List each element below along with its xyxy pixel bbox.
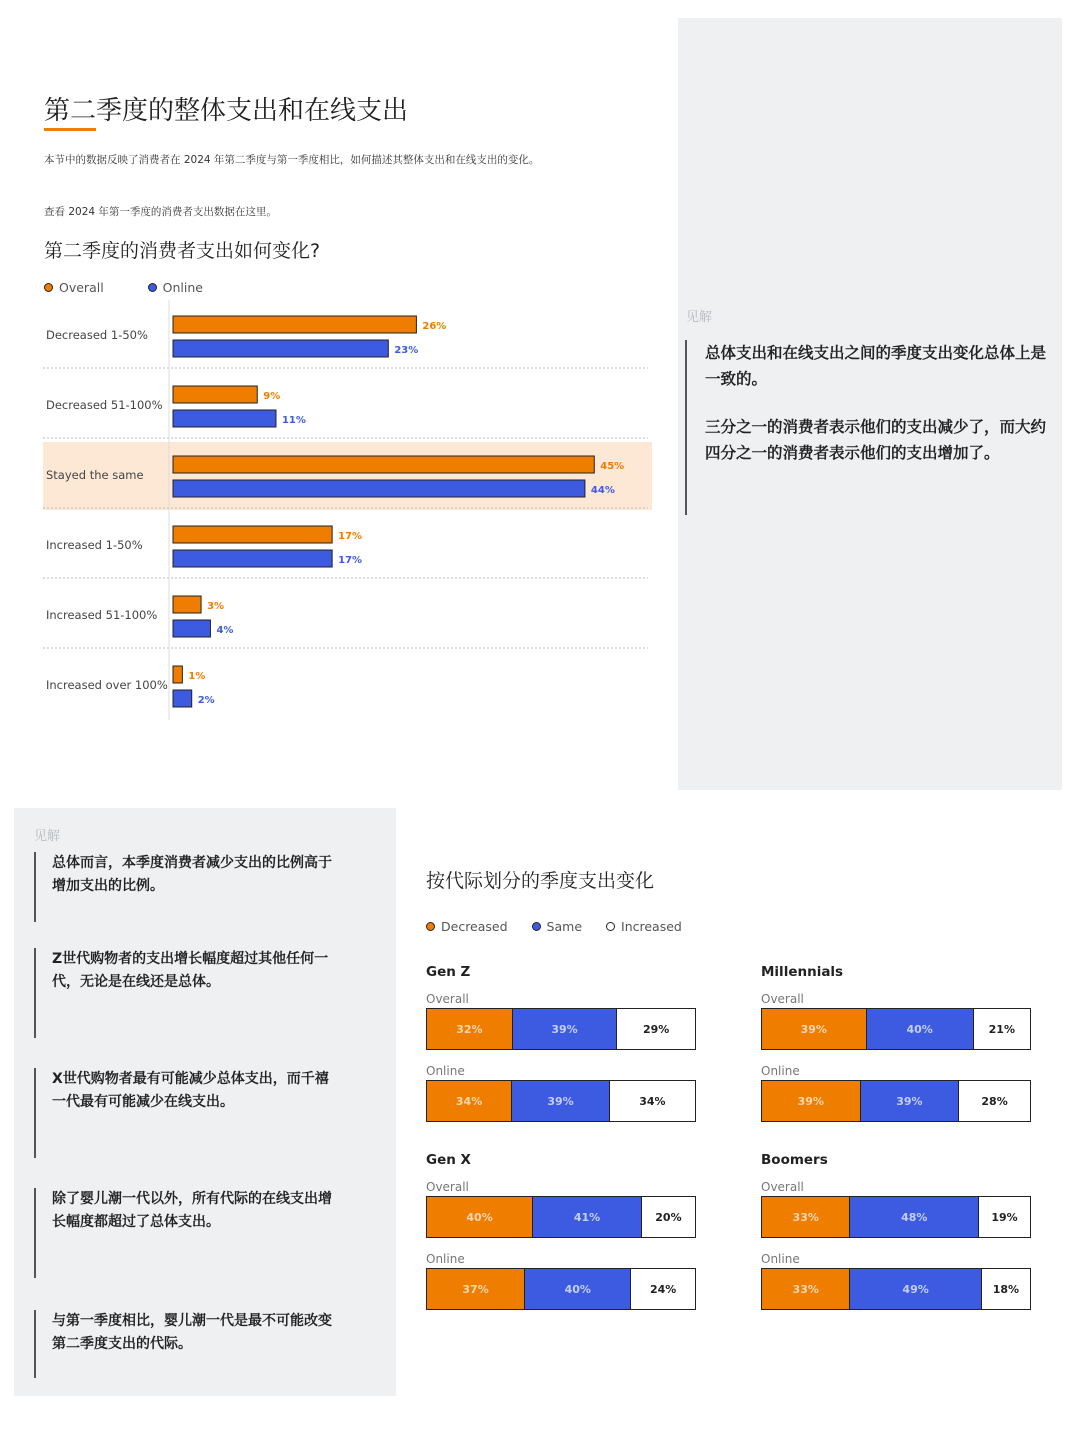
legend-label-decreased: Decreased — [441, 919, 508, 934]
intro-text: 本节中的数据反映了消费者在 2024 年第二季度与第一季度相比，如何描述其整体支出和在线支出的变化。 — [44, 154, 540, 166]
insight-item — [34, 1188, 334, 1278]
segment-same: 39% — [512, 1081, 610, 1121]
generation-name: Boomers — [761, 1152, 828, 1168]
bar-online — [173, 550, 332, 567]
data-label-online: 4% — [216, 625, 234, 636]
bar-overall — [173, 386, 257, 403]
segment-same: 39% — [513, 1009, 618, 1049]
segment-increased: 28% — [959, 1081, 1030, 1121]
legend-dot-decreased — [426, 922, 435, 931]
legend-dot-online — [148, 283, 157, 292]
category-label: Increased 1-50% — [46, 538, 143, 552]
data-label-online: 17% — [338, 555, 363, 566]
page-title: 第二季度的整体支出和在线支出 — [44, 96, 409, 126]
insight-box-top — [685, 340, 1055, 515]
row-label: Overall — [761, 992, 804, 1006]
legend-item-same — [532, 919, 582, 934]
stacked-bar — [426, 1196, 696, 1238]
data-label-online: 23% — [394, 345, 419, 356]
insight-item-text: 除了婴儿潮一代以外，所有代际的在线支出增长幅度都超过了总体支出。 — [52, 1191, 332, 1230]
row-label: Online — [761, 1252, 800, 1266]
segment-increased: 24% — [631, 1269, 695, 1309]
segment-same: 40% — [867, 1009, 974, 1049]
row-label: Online — [426, 1064, 465, 1078]
legend-label-increased: Increased — [621, 919, 682, 934]
category-label: Decreased 1-50% — [46, 328, 148, 342]
bar-online — [173, 690, 192, 707]
segment-decreased: 32% — [427, 1009, 513, 1049]
row-label: Overall — [761, 1180, 804, 1194]
legend-label-online: Online — [162, 280, 203, 295]
insight-item-text: Z世代购物者的支出增长幅度超过其他任何一代，无论是在线还是总体。 — [52, 951, 329, 990]
bar-online — [173, 410, 276, 427]
insight-item — [34, 852, 334, 922]
segment-decreased: 40% — [427, 1197, 533, 1237]
segment-decreased: 39% — [762, 1081, 861, 1121]
legend-dot-same — [532, 922, 541, 931]
chart-legend-generation — [426, 919, 706, 934]
data-label-online: 44% — [590, 485, 615, 496]
legend-item-online — [148, 280, 203, 295]
insight-label-bottom: 见解 — [34, 829, 61, 844]
segment-decreased: 39% — [762, 1009, 867, 1049]
insight-item-text: X世代购物者最有可能减少总体支出，而千禧一代最有可能减少在线支出。 — [52, 1071, 329, 1110]
segment-increased: 21% — [974, 1009, 1030, 1049]
bar-overall — [173, 526, 332, 543]
segment-increased: 34% — [610, 1081, 695, 1121]
segment-same: 41% — [533, 1197, 642, 1237]
insight-item-text: 与第一季度相比，婴儿潮一代是最不可能改变第二季度支出的代际。 — [52, 1313, 332, 1352]
generation-name: Millennials — [761, 964, 844, 980]
bar-online — [173, 480, 585, 497]
data-label-overall: 9% — [263, 391, 281, 402]
legend-label-overall: Overall — [59, 280, 104, 295]
q1-data-link[interactable]: 查看 2024 年第一季度的消费者支出数据在这里。 — [44, 206, 277, 218]
insight-label-top: 见解 — [686, 310, 713, 325]
insight-item — [34, 1310, 334, 1378]
segment-increased: 18% — [982, 1269, 1030, 1309]
title-underline — [44, 128, 96, 131]
legend-dot-overall — [44, 283, 53, 292]
chart-title-spending-change: 第二季度的消费者支出如何变化? — [44, 240, 321, 262]
bar-online — [173, 620, 210, 637]
stacked-bar — [426, 1008, 696, 1050]
insight-item — [34, 1068, 334, 1158]
data-label-overall: 45% — [600, 461, 625, 472]
data-label-overall: 17% — [338, 531, 363, 542]
segment-same: 40% — [525, 1269, 631, 1309]
category-label: Decreased 51-100% — [46, 398, 163, 412]
segment-increased: 29% — [617, 1009, 695, 1049]
legend-dot-increased — [606, 922, 615, 931]
bar-online — [173, 340, 388, 357]
stacked-bar — [761, 1080, 1031, 1122]
segment-same: 49% — [850, 1269, 981, 1309]
data-label-online: 2% — [197, 695, 215, 706]
row-label: Online — [426, 1252, 465, 1266]
stacked-bar — [426, 1080, 696, 1122]
stacked-bar — [761, 1268, 1031, 1310]
bar-overall — [173, 666, 182, 683]
data-label-overall: 3% — [207, 601, 225, 612]
segment-increased: 20% — [642, 1197, 695, 1237]
chart-legend-spending — [44, 280, 247, 295]
segment-decreased: 37% — [427, 1269, 525, 1309]
insight-item — [34, 948, 334, 1038]
segment-decreased: 33% — [762, 1269, 850, 1309]
row-label: Overall — [426, 1180, 469, 1194]
row-label: Online — [761, 1064, 800, 1078]
segment-decreased: 33% — [762, 1197, 850, 1237]
generation-name: Gen Z — [426, 964, 471, 980]
legend-label-same: Same — [546, 919, 583, 934]
bar-overall — [173, 456, 594, 473]
legend-item-decreased — [426, 919, 508, 934]
segment-same: 48% — [850, 1197, 979, 1237]
category-label: Increased over 100% — [46, 678, 168, 692]
row-label: Overall — [426, 992, 469, 1006]
legend-item-increased — [606, 919, 682, 934]
data-label-overall: 1% — [188, 671, 206, 682]
bar-overall — [173, 316, 416, 333]
data-label-overall: 26% — [422, 321, 447, 332]
segment-decreased: 34% — [427, 1081, 512, 1121]
segment-same: 39% — [861, 1081, 960, 1121]
generation-name: Gen X — [426, 1152, 471, 1168]
data-label-online: 11% — [281, 415, 306, 426]
segment-increased: 19% — [979, 1197, 1030, 1237]
bar-overall — [173, 596, 201, 613]
stacked-bar — [426, 1268, 696, 1310]
spending-change-bar-chart — [40, 300, 660, 730]
category-label: Increased 51-100% — [46, 608, 158, 622]
insight-item-text: 总体而言，本季度消费者减少支出的比例高于增加支出的比例。 — [52, 855, 332, 894]
insight-top-paragraph-1: 总体支出和在线支出之间的季度支出变化总体上是一致的。 — [705, 344, 1047, 388]
category-label: Stayed the same — [46, 468, 144, 482]
chart-title-by-generation: 按代际划分的季度支出变化 — [426, 870, 655, 892]
stacked-bar — [761, 1008, 1031, 1050]
insight-top-paragraph-2: 三分之一的消费者表示他们的支出减少了，而大约四分之一的消费者表示他们的支出增加了。 — [705, 418, 1047, 462]
legend-item-overall — [44, 280, 104, 295]
stacked-bar — [761, 1196, 1031, 1238]
